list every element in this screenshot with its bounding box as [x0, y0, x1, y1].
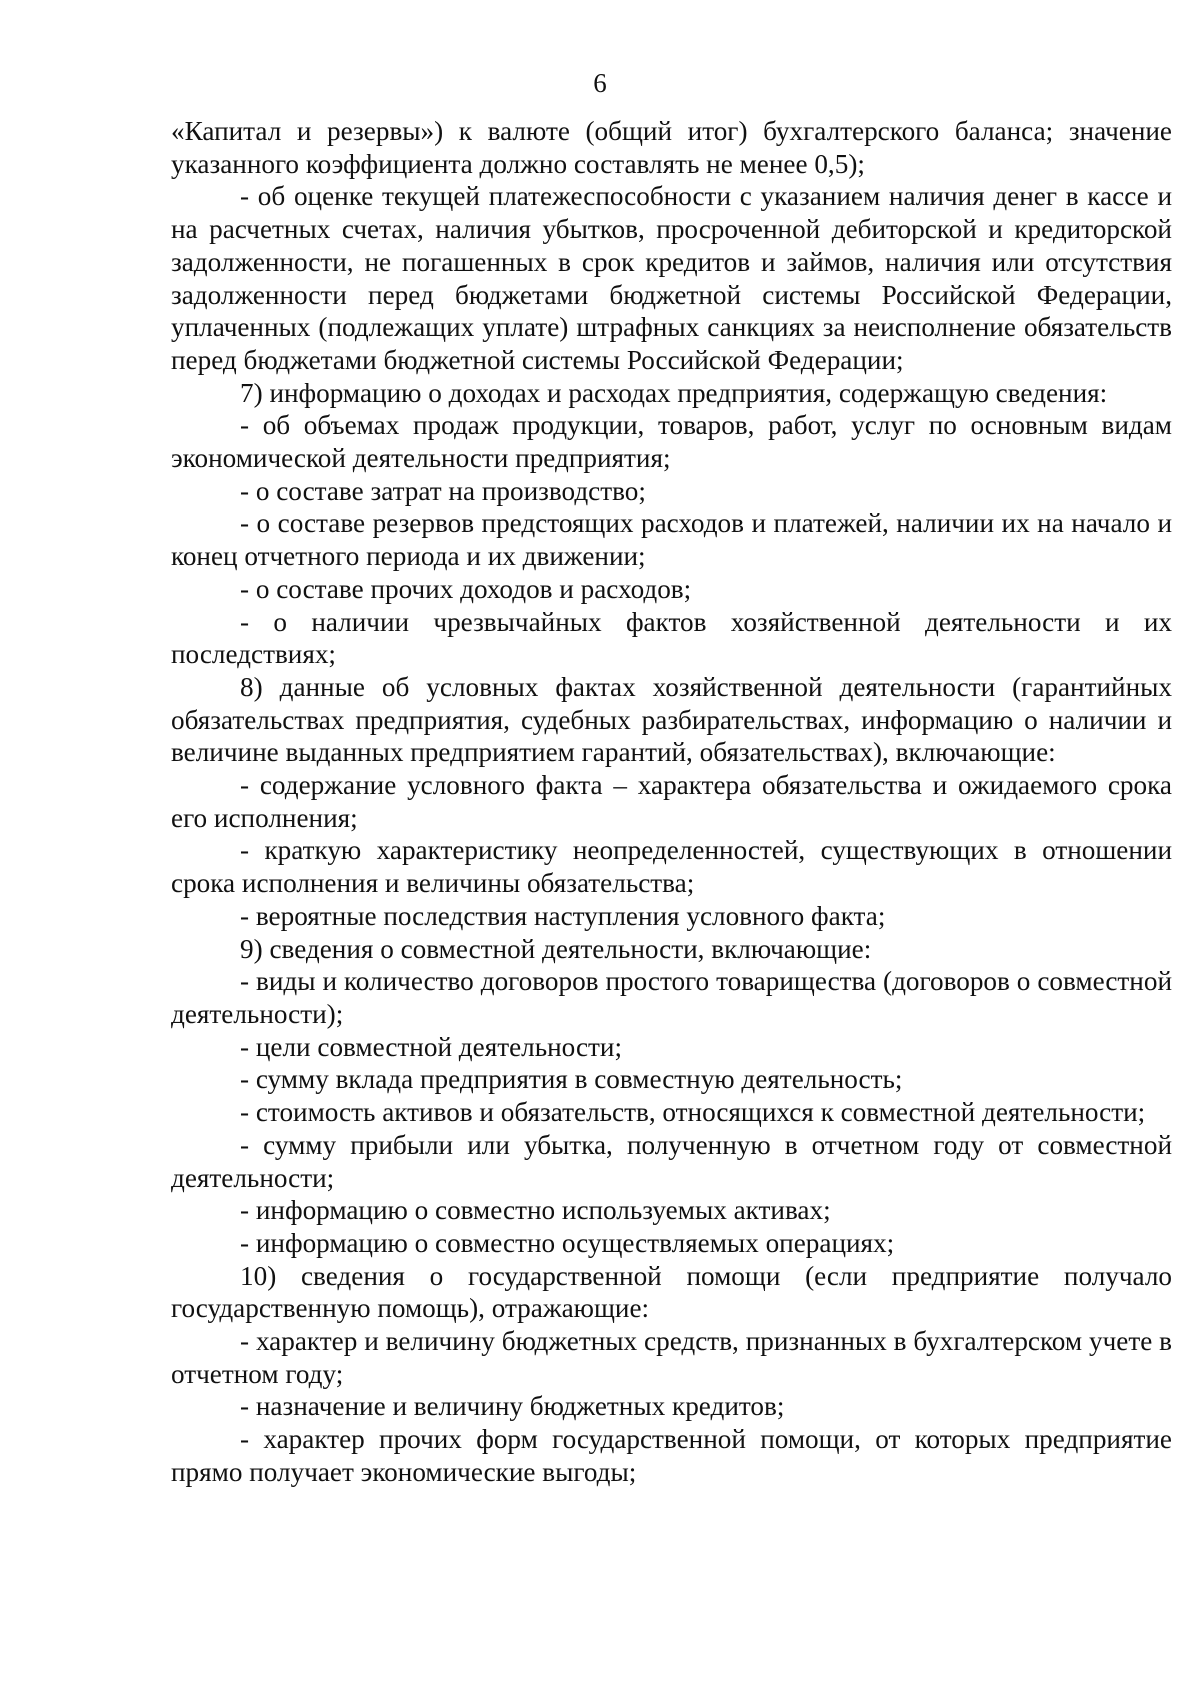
paragraph: «Капитал и резервы») к валюте (общий итог) бухгалтерского баланса; значение указанного коэффициента должно составлять не менее 0,5); [171, 116, 1172, 179]
paragraph: - о составе затрат на производство; [240, 475, 646, 506]
paragraph: - о наличии чрезвычайных фактов хозяйственной деятельности и их последствиях; [171, 606, 1172, 670]
paragraph: - содержание условного факта – характера обязательства и ожидаемого срока его исполнения; [171, 770, 1172, 833]
paragraph: - о составе прочих доходов и расходов; [240, 573, 692, 604]
paragraph: 9) сведения о совместной деятельности, включающие: [240, 933, 872, 964]
paragraph: - характер и величину бюджетных средств, признанных в бухгалтерском учете в отчетном году; [171, 1326, 1172, 1389]
paragraph: - о составе резервов предстоящих расходов и платежей, наличии их на начало и конец отчетного периода и их движении; [171, 508, 1172, 572]
body-text [171, 115, 1172, 1489]
paragraph: 7) информацию о доходах и расходах предприятия, содержащую сведения: [240, 377, 1108, 408]
paragraph: - цели совместной деятельности; [240, 1031, 622, 1062]
paragraph: - об оценке текущей платежеспособности с указанием наличия денег в кассе и на расчетных счетах, наличия убытков, просроченной дебиторской и кредиторской задолженности, не погашенных в срок кредитов и займов, наличия или отсутствия задолженности перед бюджетами бюджетной системы Российской Федерации, уплаченных (подлежащих уплате) штрафных санкциях за неисполнение обязательств перед бюджетами бюджетной системы Российской Федерации; [171, 181, 1172, 375]
paragraph: - характер прочих форм государственной помощи, от которых предприятие прямо получает экономические выгоды; [171, 1424, 1172, 1487]
paragraph: 10) сведения о государственной помощи (если предприятие получало государственную помощь), отражающие: [171, 1260, 1172, 1324]
paragraph: - вероятные последствия наступления условного факта; [240, 900, 886, 931]
paragraph: - сумму прибыли или убытка, полученную в отчетном году от совместной деятельности; [171, 1129, 1172, 1193]
paragraph: - краткую характеристику неопределенностей, существующих в отношении срока исполнения и величины обязательства; [171, 835, 1172, 899]
paragraph: - информацию о совместно используемых активах; [240, 1195, 831, 1226]
paragraph: - назначение и величину бюджетных кредитов; [240, 1391, 785, 1422]
paragraph: - сумму вклада предприятия в совместную деятельность; [240, 1064, 903, 1095]
paragraph: - стоимость активов и обязательств, относящихся к совместной деятельности; [240, 1097, 1146, 1128]
paragraph: 8) данные об условных фактах хозяйственной деятельности (гарантийных обязательствах предприятия, судебных разбирательствах, информацию о наличии и величине выданных предприятием гарантий, обязательствах), включающие: [171, 671, 1172, 768]
paragraph: - информацию о совместно осуществляемых операциях; [240, 1227, 895, 1258]
paragraph: - об объемах продаж продукции, товаров, работ, услуг по основным видам экономической деятельности предприятия; [171, 410, 1172, 474]
paragraph: - виды и количество договоров простого товарищества (договоров о совместной деятельности); [171, 966, 1172, 1029]
page-number: 6 [593, 68, 607, 98]
